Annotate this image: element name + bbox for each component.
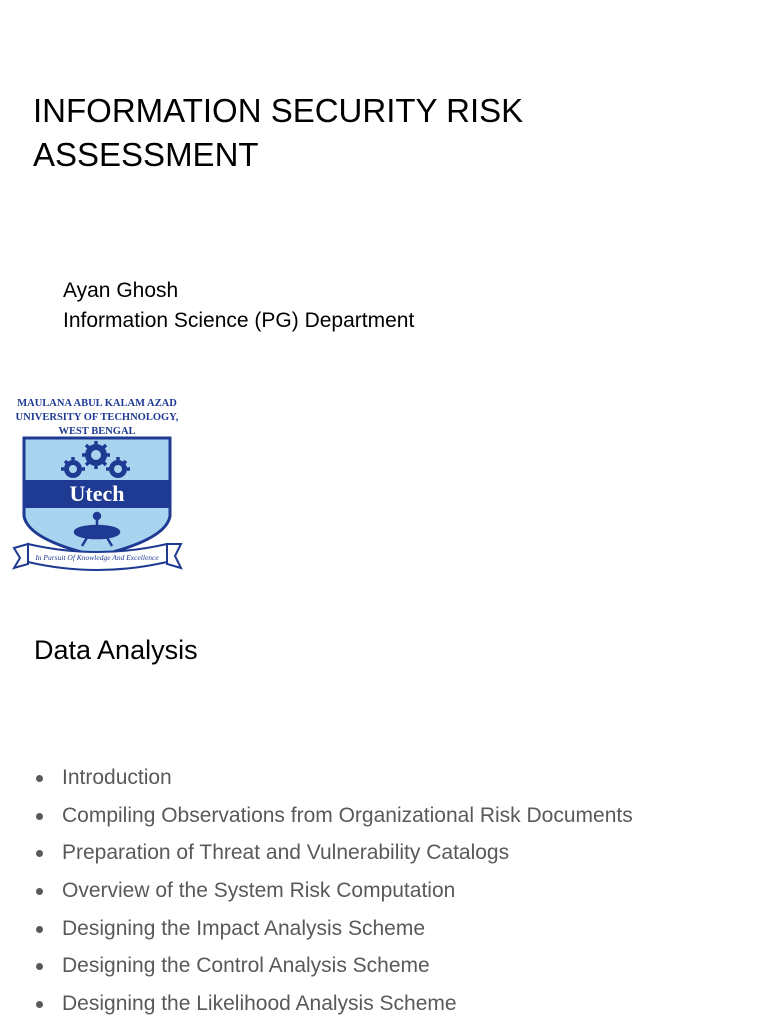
section-heading: Data Analysis	[34, 635, 198, 665]
bullet-icon	[36, 775, 43, 782]
bullet-icon	[36, 1001, 43, 1008]
logo-line-1: MAULANA ABUL KALAM AZAD	[17, 398, 177, 409]
bullet-icon	[36, 963, 43, 970]
list-item-text: Designing the Control Analysis Scheme	[62, 954, 430, 978]
logo-line-2: UNIVERSITY OF TECHNOLOGY,	[15, 412, 179, 423]
logo-line-3: WEST BENGAL	[58, 426, 136, 437]
logo-motto: In Pursuit Of Knowledge And Excellence	[35, 553, 159, 562]
list-item	[30, 797, 633, 835]
list-item	[30, 910, 633, 948]
list-item-text: Designing the Likelihood Analysis Scheme	[62, 992, 457, 1016]
list-item	[30, 759, 633, 797]
university-logo-emblem	[10, 394, 185, 574]
university-logo	[10, 394, 185, 574]
bullet-icon	[36, 888, 43, 895]
list-item	[30, 985, 633, 1023]
author-name: Ayan Ghosh	[63, 279, 179, 302]
list-item-text: Introduction	[62, 766, 172, 789]
bullet-icon	[36, 926, 43, 933]
list-item-text: Overview of the System Risk Computation	[62, 879, 456, 903]
logo-brand: Utech	[69, 481, 125, 506]
bullet-icon	[36, 813, 43, 820]
list-item	[30, 834, 633, 872]
topic-list	[30, 759, 633, 1023]
list-item	[30, 947, 633, 985]
author-block	[63, 276, 414, 336]
title-line-1: INFORMATION SECURITY RISK	[33, 92, 524, 129]
list-item-text: Designing the Impact Analysis Scheme	[62, 916, 426, 940]
slide-title	[33, 89, 733, 177]
author-department: Information Science (PG) Department	[63, 309, 415, 332]
bullet-icon	[36, 850, 43, 857]
title-line-2: ASSESSMENT	[33, 136, 259, 173]
list-item-text: Preparation of Threat and Vulnerability Catalogs	[62, 841, 510, 865]
list-item-text: Compiling Observations from Organizational Risk Documents	[62, 803, 633, 827]
list-item	[30, 872, 633, 910]
